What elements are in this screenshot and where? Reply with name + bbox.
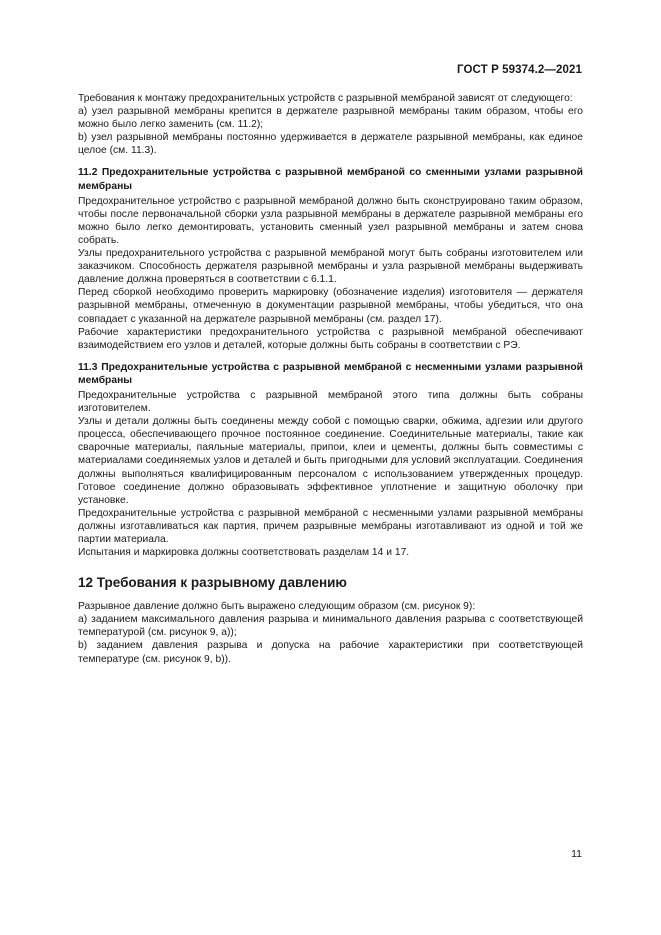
section-11-2-paragraph-1: Предохранительное устройство с разрывной мембраной должно быть сконструировано таким образом, чтобы после первоначальной сборки узла разрывной мембраны в держателе разрывной мембраны его можно было легко демонтировать, установить сменный узел разрывной мембраны и затем снова собрать.	[78, 195, 583, 246]
section-11-2-paragraph-2: Узлы предохранительного устройства с разрывной мембраной могут быть собраны изготовителем или заказчиком. Способность держателя разрывной мембраны и узла разрывной мембраны выдерживать давление должна проверяться в соответствии с 6.1.1.	[78, 248, 583, 286]
paragraph-intro-item-b: b) узел разрывной мембраны постоянно удерживается в держателе разрывной мембраны, как единое целое (см. 11.3).	[78, 132, 583, 157]
section-12-item-a: а) заданием максимального давления разрыва и минимального давления разрыва с соответствующей температурой (см. рисунок 9, а));	[78, 614, 583, 639]
paragraph-intro: Требования к монтажу предохранительных устройств с разрывной мембраной зависят от следующего:	[78, 93, 573, 104]
section-12-item-b: b) заданием давления разрыва и допуска на рабочие характеристики при соответствующей температуре (см. рисунок 9, b)).	[78, 640, 583, 665]
section-12-paragraph-1: Разрывное давление должно быть выражено следующим образом (см. рисунок 9):	[78, 601, 476, 613]
section-11-3-heading: 11.3 Предохранительные устройства с разрывной мембраной с несменными узлами разрывной мембраны	[78, 361, 583, 386]
section-11-3-paragraph-1: Предохранительные устройства с разрывной мембраной этого типа должны быть собраны изготовителем.	[78, 389, 583, 415]
page-body	[78, 92, 583, 666]
section-11-3-paragraph-3: Предохранительные устройства с разрывной мембраной с несменными узлами разрывной мембраны должны изготавливаться как партия, причем разрывные мембраны изготавливают из одной и той же партии материала.	[78, 507, 583, 545]
section-11-3-paragraph-4: Испытания и маркировка должны соответствовать разделам 14 и 17.	[78, 547, 410, 559]
document-id-header: ГОСТ Р 59374.2—2021	[457, 64, 582, 76]
section-11-2-heading: 11.2 Предохранительные устройства с разрывной мембраной со сменными узлами разрывной мембраны	[78, 167, 583, 192]
section-12-heading: 12 Требования к разрывному давлению	[78, 575, 347, 591]
paragraph-intro-item-a: а) узел разрывной мембраны крепится в держателе разрывной мембраны таким образом, чтобы его можно было легко заменить (см. 11.2);	[78, 106, 583, 131]
section-11-2-paragraph-4: Рабочие характеристики предохранительного устройства с разрывной мембраной обеспечивают взаимодействием его узлов и деталей, которые должны быть собраны в соответствии с РЭ.	[78, 326, 583, 351]
page-number: 11	[571, 848, 582, 860]
section-11-3-paragraph-2: Узлы и детали должны быть соединены между собой с помощью сварки, обжима, адгезии или другого процесса, обеспечивающего прочное постоянное соединение. Соединительные материалы, такие как сварочные материалы, паяльные материалы, припои, клеи и цементы, должны быть совместимы с материалами соединяемых узлов и деталей и быть пригодными для условий эксплуатации. Соединения должны выполняться квалифицированным персоналом с использованием утвержденных процедур. Готовое соединение должно образовывать эффективное уплотнение и защитную оболочку при установке.	[78, 416, 583, 506]
section-11-2-paragraph-3: Перед сборкой необходимо проверить маркировку (обозначение изделия) изготовителя — держателя разрывной мембраны, отмеченную в документации разрывной мембраны, чтобы убедиться, что она совпадает с указанной на держателе разрывной мембраны (см. раздел 17).	[78, 287, 583, 325]
